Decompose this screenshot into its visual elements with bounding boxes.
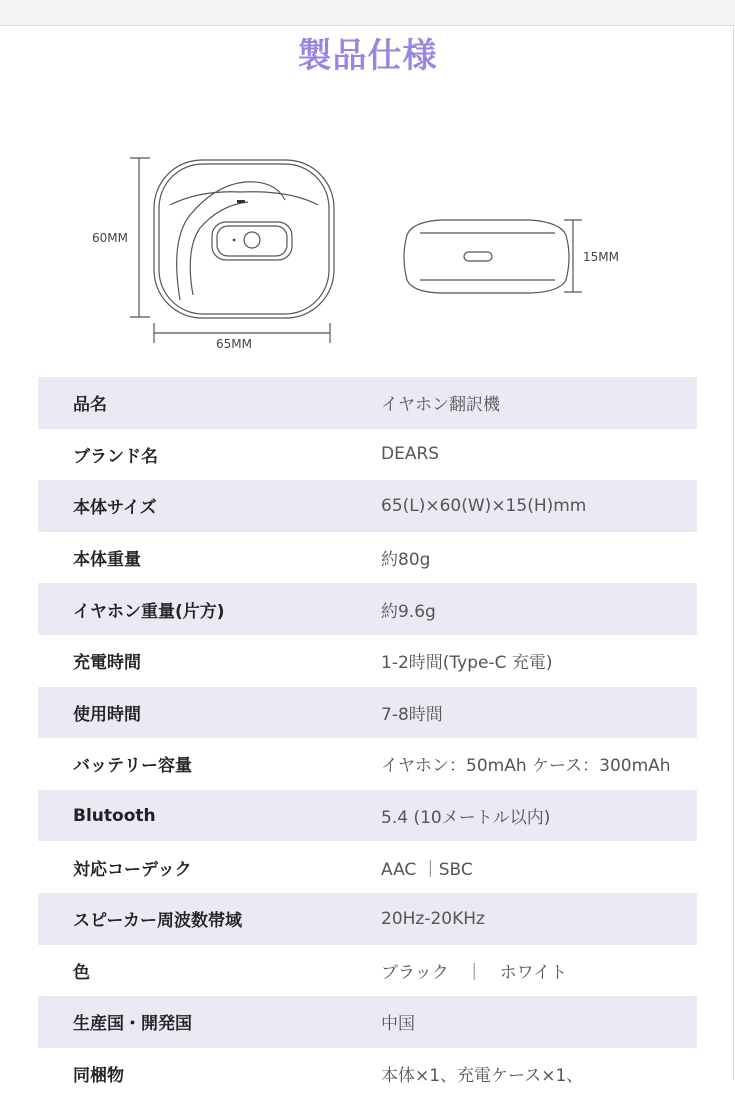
spec-value: 本体×1、充電ケース×1、 <box>381 1066 584 1087</box>
spec-row-earphone-weight <box>38 583 697 635</box>
width-dimension-label: 65MM <box>216 337 252 351</box>
spec-row-size <box>38 480 697 532</box>
spec-value: 中国 <box>381 1014 415 1035</box>
spec-label: 対応コーデック <box>73 859 192 880</box>
spec-row-frequency <box>38 893 697 945</box>
depth-dimension-label: 15MM <box>583 250 619 264</box>
usb-c-port <box>464 252 492 261</box>
top-bar <box>0 0 735 26</box>
spec-table <box>38 377 697 1099</box>
spec-value: イヤホン翻訳機 <box>381 395 500 416</box>
spec-label: 生産国・開発国 <box>73 1014 192 1035</box>
spec-label: ブランド名 <box>73 446 158 467</box>
spec-value: ブラック ｜ ホワイト <box>381 962 568 983</box>
spec-row-codec <box>38 841 697 893</box>
spec-label: スピーカー周波数帯域 <box>73 911 242 932</box>
spec-row-weight <box>38 532 697 584</box>
spec-row-usage-time <box>38 687 697 739</box>
spec-row-contents <box>38 1048 697 1099</box>
spec-label: 本体重量 <box>73 550 141 571</box>
spec-row-brand <box>38 429 697 481</box>
spec-label: Blutooth <box>73 805 156 826</box>
spec-value: イヤホン：50mAh ケース：300mAh <box>381 756 671 777</box>
product-dimension-diagram <box>0 140 735 360</box>
spec-value: 約9.6g <box>381 601 436 622</box>
spec-row-battery <box>38 738 697 790</box>
spec-row-product-name <box>38 377 697 429</box>
spec-value: 1-2時間(Type-C 充電) <box>381 653 553 674</box>
spec-row-bluetooth <box>38 790 697 842</box>
height-dimension-label: 60MM <box>92 231 128 245</box>
page-title: 製品仕様 <box>297 36 438 76</box>
spec-row-color <box>38 945 697 997</box>
spec-value: 20Hz-20KHz <box>381 908 485 929</box>
spec-row-origin <box>38 996 697 1048</box>
spec-value: DEARS <box>381 444 440 465</box>
spec-row-charge-time <box>38 635 697 687</box>
spec-label: 同梱物 <box>73 1066 124 1087</box>
spec-label: 使用時間 <box>73 704 141 725</box>
spec-label: 色 <box>73 962 90 983</box>
spec-label: 充電時間 <box>73 653 141 674</box>
spec-value: AAC ｜SBC <box>381 859 473 880</box>
spec-label: イヤホン重量(片方) <box>73 601 225 622</box>
spec-label: 品名 <box>73 395 107 416</box>
spec-value: 65(L)×60(W)×15(H)mm <box>381 495 587 516</box>
spec-label: 本体サイズ <box>73 498 157 519</box>
case-side-outline <box>404 220 569 293</box>
spec-value: 5.4 (10メートル以内) <box>381 808 551 829</box>
spec-value: 7-8時間 <box>381 704 443 725</box>
spec-value: 約80g <box>381 550 431 571</box>
spec-label: バッテリー容量 <box>73 756 192 777</box>
